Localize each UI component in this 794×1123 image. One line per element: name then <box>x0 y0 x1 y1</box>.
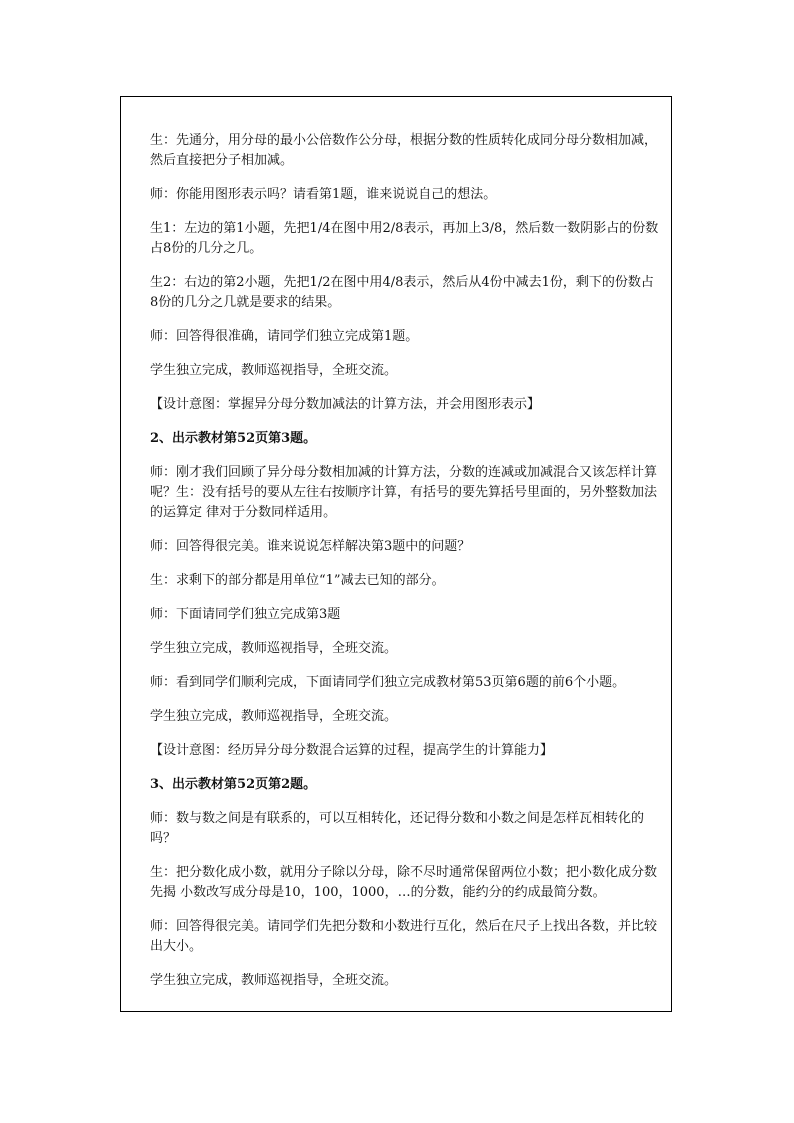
document-content <box>150 131 662 1005</box>
paragraph-20: 师：回答得很完美。请同学们先把分数和小数进行互化，然后在尺子上找出各数，并比较出大小。 <box>150 919 658 954</box>
paragraph-12: 师：下面请同学们独立完成第3题 <box>150 607 341 622</box>
paragraph-11: 生：求剩下的部分都是用单位“1”减去已知的部分。 <box>150 573 445 588</box>
paragraph-18: 师：数与数之间是有联系的，可以互相转化，还记得分数和小数之间是怎样瓦相转化的吗？ <box>150 811 645 846</box>
paragraph-10: 师：回答得很完美。谁来说说怎样解决第3题中的问题？ <box>150 539 471 554</box>
paragraph-9: 师：刚才我们回顾了异分母分数相加减的计算方法，分数的连减或加减混合又该怎样计算呢？生：没有括号的要从左往右按顺序计算，有括号的要先算括号里面的，另外整数加法的运算定 律对于分数同样适用。 <box>150 465 658 520</box>
section-heading-3: 3、出示教材第52页第2题。 <box>150 777 317 792</box>
paragraph-14: 师：看到同学们顺利完成，下面请同学们独立完成教材第53页第6题的前6个小题。 <box>150 675 626 690</box>
paragraph-2: 师：你能用图形表示吗？请看第1题，谁来说说自己的想法。 <box>150 187 497 202</box>
paragraph-3: 生1：左边的第1小题，先把1/4在图中用2/8表示，再加上3/8，然后数一数阴影占的份数占8份的几分之几。 <box>150 221 659 256</box>
paragraph-6: 学生独立完成，教师巡视指导，全班交流。 <box>150 363 398 378</box>
design-intent-1: 【设计意图：掌握异分母分数加减法的计算方法，并会用图形表示】 <box>150 397 541 412</box>
paragraph-21: 学生独立完成，教师巡视指导，全班交流。 <box>150 973 398 988</box>
paragraph-4: 生2：右边的第2小题，先把1/2在图中用4/8表示，然后从4份中减去1份，剩下的份数占8份的几分之几就是要求的结果。 <box>150 275 654 310</box>
paragraph-15: 学生独立完成，教师巡视指导，全班交流。 <box>150 709 398 724</box>
paragraph-1: 生：先通分，用分母的最小公倍数作公分母，根据分数的性质转化成同分母分数相加减，然后直接把分子相加减。 <box>150 133 658 168</box>
paragraph-5: 师：回答得很准确，请同学们独立完成第1题。 <box>150 329 419 344</box>
design-intent-2: 【设计意图：经历异分母分数混合运算的过程，提高学生的计算能力】 <box>150 743 554 758</box>
paragraph-13: 学生独立完成，教师巡视指导，全班交流。 <box>150 641 398 656</box>
paragraph-19: 生：把分数化成小数，就用分子除以分母，除不尽时通常保留两位小数；把小数化成分数先揭 小数改写成分母是10，100，1000，…的分数，能约分的约成最简分数。 <box>150 865 658 900</box>
section-heading-2: 2、出示教材第52页第3题。 <box>150 431 317 446</box>
